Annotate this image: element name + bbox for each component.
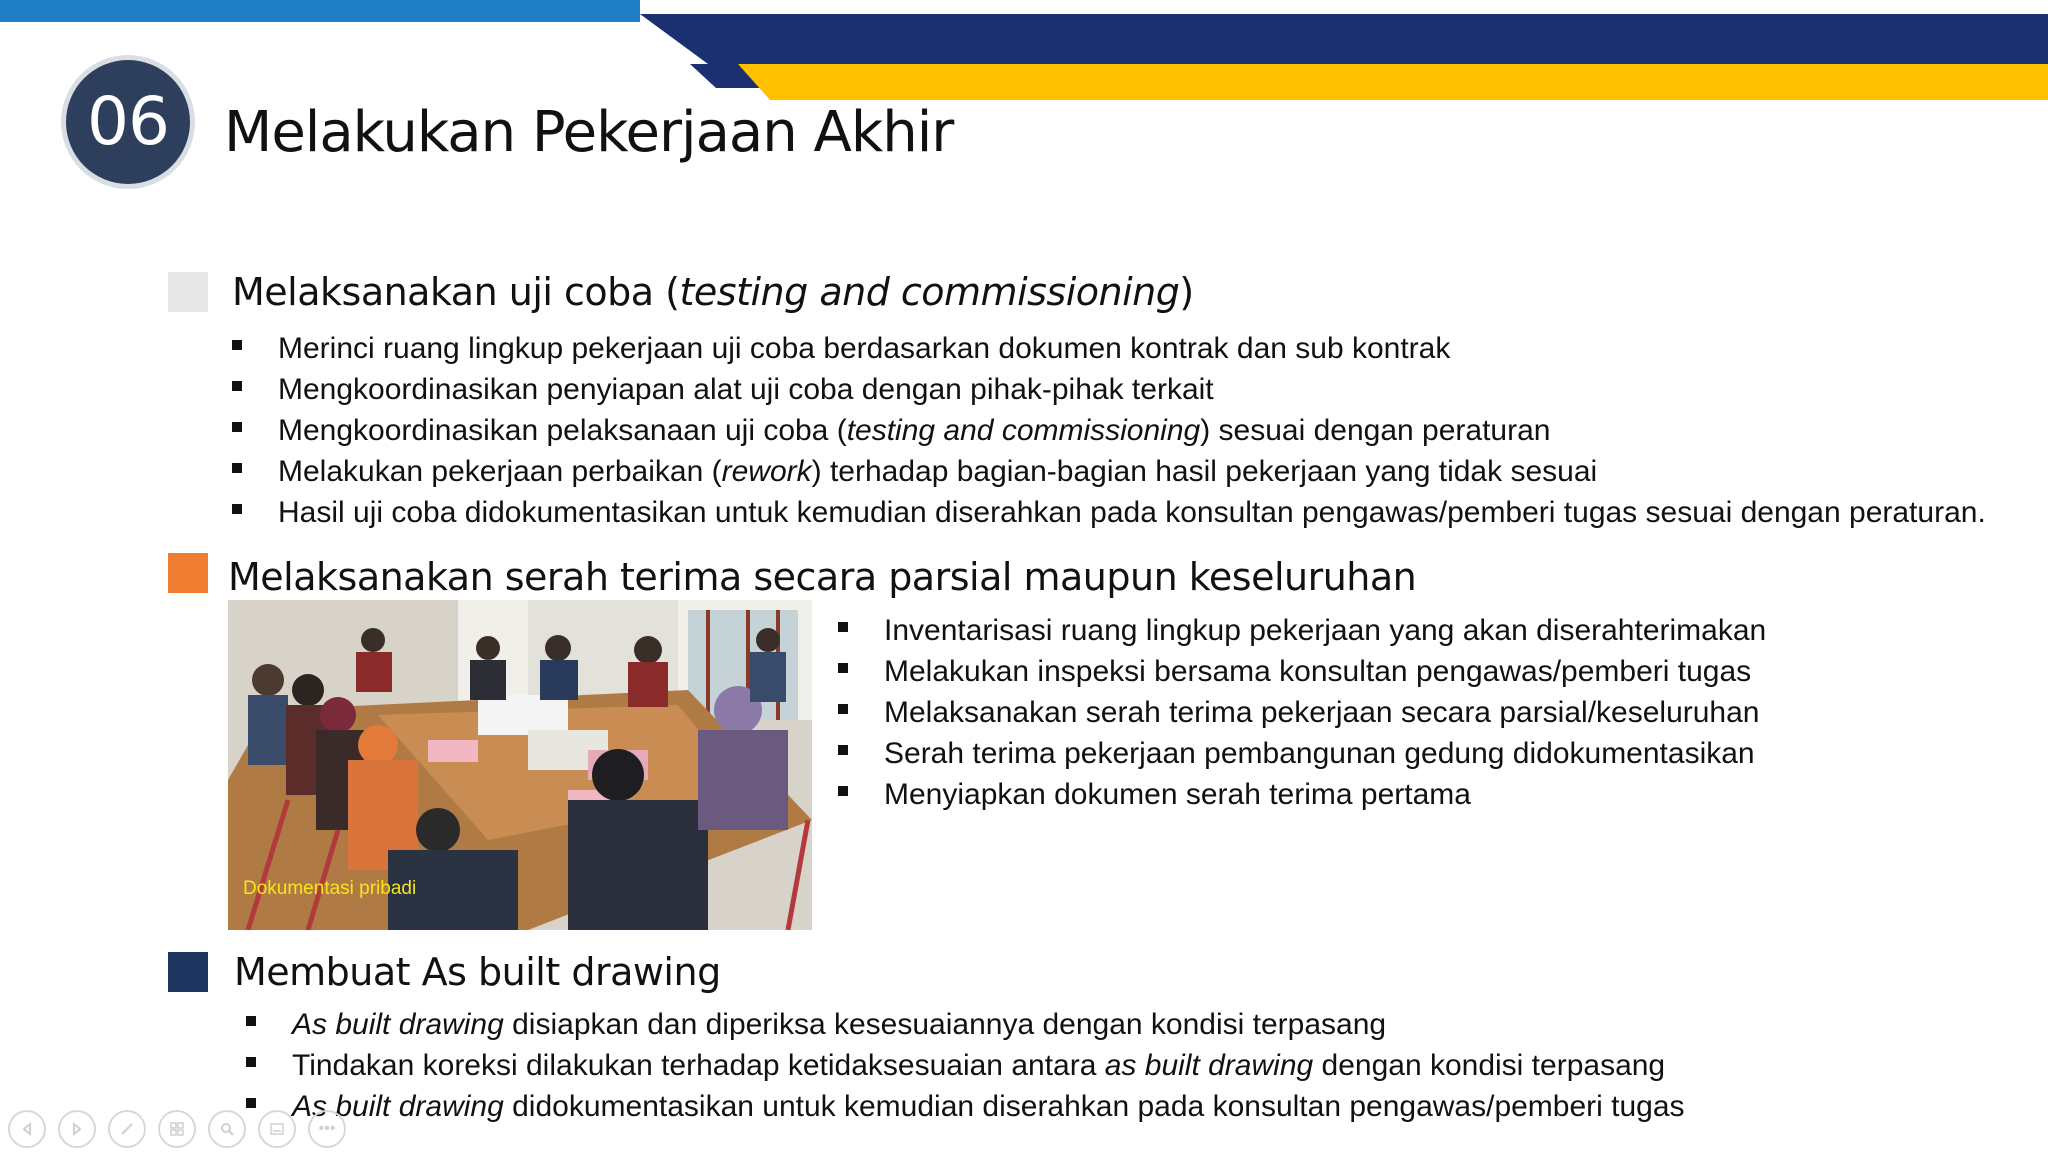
section-marker-grey (168, 272, 208, 312)
list-item: Merinci ruang lingkup pekerjaan uji coba berdasarkan dokumen kontrak dan sub kontrak (232, 328, 1986, 369)
zoom-icon[interactable] (208, 1110, 246, 1148)
more-icon[interactable]: ••• (308, 1110, 346, 1148)
list-item: Melaksanakan serah terima pekerjaan secara parsial/keseluruhan (838, 692, 1766, 733)
handover-bullet-list (838, 610, 1766, 815)
pen-icon[interactable] (108, 1110, 146, 1148)
testing-bullet-list (232, 328, 1986, 533)
section-marker-navy (168, 952, 208, 992)
section-heading-testing: Melaksanakan uji coba (testing and commissioning) (232, 270, 1194, 314)
next-icon[interactable] (58, 1110, 96, 1148)
list-item: Tindakan koreksi dilakukan terhadap ketidaksesuaian antara as built drawing dengan kondisi terpasang (246, 1045, 1685, 1086)
prev-icon[interactable] (8, 1110, 46, 1148)
photo-caption: Dokumentasi pribadi (243, 878, 417, 899)
section-heading-handover: Melaksanakan serah terima secara parsial maupun keseluruhan (228, 555, 1417, 599)
list-item: As built drawing disiapkan dan diperiksa kesesuaiannya dengan kondisi terpasang (246, 1004, 1685, 1045)
list-item: Serah terima pekerjaan pembangunan gedung didokumentasikan (838, 733, 1766, 774)
presenter-controls (8, 1110, 346, 1148)
list-item: Menyiapkan dokumen serah terima pertama (838, 774, 1766, 815)
slide-number-badge: 06 (66, 60, 190, 184)
header-bar-navy (640, 14, 2048, 64)
meeting-photo (228, 600, 812, 930)
list-item: Mengkoordinasikan pelaksanaan uji coba (testing and commissioning) sesuai dengan peraturan (232, 410, 1986, 451)
slides-icon[interactable] (158, 1110, 196, 1148)
section-heading-as-built: Membuat As built drawing (234, 950, 721, 994)
list-item: As built drawing didokumentasikan untuk kemudian diserahkan pada konsultan pengawas/pemberi tugas (246, 1086, 1685, 1127)
subtitles-icon[interactable] (258, 1110, 296, 1148)
list-item: Hasil uji coba didokumentasikan untuk kemudian diserahkan pada konsultan pengawas/pemberi tugas sesuai dengan peraturan. (232, 492, 1986, 533)
header-bar-yellow (738, 64, 2048, 100)
list-item: Inventarisasi ruang lingkup pekerjaan yang akan diserahterimakan (838, 610, 1766, 651)
list-item: Melakukan pekerjaan perbaikan (rework) terhadap bagian-bagian hasil pekerjaan yang tidak sesuai (232, 451, 1986, 492)
header-decoration (0, 0, 2048, 110)
list-item: Mengkoordinasikan penyiapan alat uji coba dengan pihak-pihak terkait (232, 369, 1986, 410)
section-marker-orange (168, 553, 208, 593)
as-built-bullet-list (246, 1004, 1685, 1127)
list-item: Melakukan inspeksi bersama konsultan pengawas/pemberi tugas (838, 651, 1766, 692)
page-title: Melakukan Pekerjaan Akhir (224, 100, 954, 165)
